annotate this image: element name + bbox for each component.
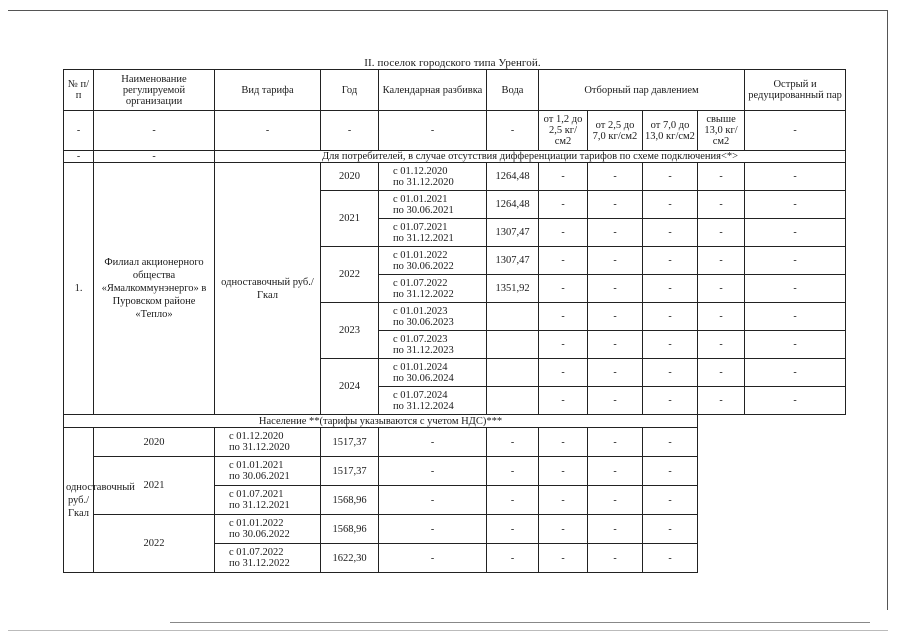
period-cell (379, 303, 487, 331)
dash-cell: - (643, 428, 698, 457)
header-steam: Отборный пар давлением (539, 70, 745, 111)
dash-cell: - (539, 191, 588, 219)
dash-cell: - (588, 331, 643, 359)
water-tariff: 1568,96 (321, 486, 379, 515)
period-from: с 01.07.2022 (393, 277, 448, 289)
period-to: по 30.06.2023 (393, 316, 454, 328)
dash-cell: - (487, 515, 539, 544)
period-cell (215, 544, 321, 573)
period-to: по 31.12.2022 (393, 288, 454, 300)
dash-cell: - (487, 111, 539, 151)
group-consumers (64, 163, 846, 415)
period-from: с 01.07.2021 (393, 221, 448, 233)
dash-cell: - (745, 331, 846, 359)
dash-cell: - (745, 163, 846, 191)
dash-cell: - (588, 544, 643, 573)
organization-name: Филиал акционерного общества «Ямалкоммунэнерго» в Пуровском районе «Тепло» (94, 163, 215, 415)
dash-cell: - (698, 163, 745, 191)
period-cell (379, 247, 487, 275)
dash-cell: - (539, 219, 588, 247)
period-cell (215, 428, 321, 457)
dash-cell: - (487, 428, 539, 457)
period-from: с 01.12.2020 (393, 165, 448, 177)
page-top-border (8, 10, 888, 11)
dash-cell: - (487, 544, 539, 573)
dash-cell: - (698, 359, 745, 387)
dash-cell: - (643, 331, 698, 359)
dash-cell: - (379, 457, 487, 486)
dash-cell: - (539, 359, 588, 387)
dash-cell: - (321, 111, 379, 151)
period-cell (379, 359, 487, 387)
period-to: по 30.06.2021 (393, 204, 454, 216)
period-to: по 31.12.2023 (393, 344, 454, 356)
period-to: по 31.12.2021 (229, 500, 290, 511)
water-tariff: 1307,47 (487, 219, 539, 247)
water-tariff: 1351,92 (487, 275, 539, 303)
period-from: с 01.01.2022 (229, 518, 284, 529)
dash-cell: - (379, 486, 487, 515)
water-tariff: 1517,37 (321, 428, 379, 457)
page-bottom-line-2 (8, 630, 888, 631)
section-label-population: Население **(тарифы указываются с учетом НДС)*** (64, 415, 698, 428)
period-to: по 30.06.2021 (229, 471, 290, 482)
dash-cell: - (588, 515, 643, 544)
header-water: Вода (487, 70, 539, 111)
dash-cell: - (539, 163, 588, 191)
section-row-2 (64, 415, 846, 428)
tariff-table (63, 69, 846, 573)
dash-cell: - (643, 163, 698, 191)
dash-cell: - (745, 275, 846, 303)
dash-cell: - (588, 359, 643, 387)
period-cell (379, 387, 487, 415)
dash-cell: - (94, 111, 215, 151)
water-tariff: 1264,48 (487, 191, 539, 219)
dash-cell: - (379, 111, 487, 151)
dash-cell: - (698, 275, 745, 303)
period-from: с 01.12.2020 (229, 431, 284, 442)
year-cell: 2020 (94, 428, 215, 457)
dash-cell: - (64, 151, 94, 163)
dash-cell: - (379, 544, 487, 573)
dash-cell: - (588, 303, 643, 331)
dash-cell: - (745, 303, 846, 331)
dash-cell: - (539, 303, 588, 331)
period-cell (379, 219, 487, 247)
period-to: по 30.06.2022 (393, 260, 454, 272)
period-to: по 31.12.2020 (229, 442, 290, 453)
period-from: с 01.01.2021 (393, 193, 448, 205)
dash-cell: - (745, 111, 846, 151)
tariff-type: одноставочный руб./Гкал (215, 163, 321, 415)
dash-cell: - (698, 387, 745, 415)
dash-cell: - (588, 275, 643, 303)
dash-cell: - (745, 387, 846, 415)
period-to: по 31.12.2020 (393, 176, 454, 188)
header-sharp-steam: Острый и редуцированный пар (745, 70, 846, 111)
year-cell: 2021 (321, 191, 379, 247)
dash-cell: - (379, 515, 487, 544)
dash-cell: - (643, 219, 698, 247)
dash-cell: - (487, 486, 539, 515)
year-cell: 2021 (94, 457, 215, 515)
period-to: по 31.12.2022 (229, 558, 290, 569)
dash-cell: - (539, 275, 588, 303)
water-tariff: 1568,96 (321, 515, 379, 544)
tariff-row (64, 515, 846, 544)
tariff-type: одноставочный руб./Гкал (64, 428, 94, 573)
period-to: по 31.12.2021 (393, 232, 454, 244)
page-right-border (887, 10, 888, 610)
dash-cell: - (539, 247, 588, 275)
period-from: с 01.01.2024 (393, 361, 448, 373)
dash-cell: - (698, 191, 745, 219)
dash-cell: - (745, 219, 846, 247)
dash-cell: - (539, 457, 588, 486)
period-to: по 30.06.2022 (229, 529, 290, 540)
period-cell (379, 163, 487, 191)
period-cell (215, 457, 321, 486)
dash-cell: - (745, 359, 846, 387)
dash-cell: - (643, 544, 698, 573)
period-cell (215, 515, 321, 544)
header-pressure-2: от 2,5 до 7,0 кг/см2 (588, 111, 643, 151)
header-row-1 (64, 70, 846, 111)
dash-cell: - (588, 457, 643, 486)
header-tariff-type: Вид тарифа (215, 70, 321, 111)
period-from: с 01.01.2021 (229, 460, 284, 471)
section-title: II. поселок городского типа Уренгой. (364, 57, 541, 69)
dash-cell: - (588, 219, 643, 247)
period-to: по 30.06.2024 (393, 372, 454, 384)
water-tariff (487, 387, 539, 415)
period-cell (379, 331, 487, 359)
water-tariff: 1622,30 (321, 544, 379, 573)
tariff-row (64, 428, 846, 457)
dash-cell: - (588, 486, 643, 515)
dash-cell: - (539, 331, 588, 359)
water-tariff: 1307,47 (487, 247, 539, 275)
dash-cell: - (379, 428, 487, 457)
dash-cell: - (487, 457, 539, 486)
header-pressure-3: от 7,0 до 13,0 кг/см2 (643, 111, 698, 151)
year-cell: 2020 (321, 163, 379, 191)
water-tariff (487, 303, 539, 331)
dash-cell: - (643, 457, 698, 486)
period-from: с 01.07.2022 (229, 547, 284, 558)
dash-cell: - (643, 191, 698, 219)
dash-cell: - (643, 247, 698, 275)
header-pressure-4: свыше 13,0 кг/см2 (698, 111, 745, 151)
dash-cell: - (643, 303, 698, 331)
dash-cell: - (588, 163, 643, 191)
year-cell: 2024 (321, 359, 379, 415)
dash-cell: - (643, 387, 698, 415)
dash-cell: - (698, 247, 745, 275)
dash-cell: - (643, 275, 698, 303)
dash-cell: - (698, 219, 745, 247)
dash-cell: - (539, 515, 588, 544)
period-cell (215, 486, 321, 515)
dash-cell: - (588, 247, 643, 275)
period-from: с 01.07.2024 (393, 389, 448, 401)
header-num: № п/п (64, 70, 94, 111)
dash-cell: - (643, 486, 698, 515)
tariff-row (64, 163, 846, 191)
dash-cell: - (215, 111, 321, 151)
section-row-1 (64, 151, 846, 163)
header-pressure-1: от 1,2 до 2,5 кг/см2 (539, 111, 588, 151)
water-tariff (487, 359, 539, 387)
dash-cell: - (643, 515, 698, 544)
dash-cell: - (745, 191, 846, 219)
dash-cell: - (539, 387, 588, 415)
tariff-row (64, 457, 846, 486)
period-from: с 01.01.2023 (393, 305, 448, 317)
dash-cell: - (588, 387, 643, 415)
header-org: Наименование регулируемой организации (94, 70, 215, 111)
dash-cell: - (539, 428, 588, 457)
dash-cell: - (588, 428, 643, 457)
header-calendar: Календарная разбивка (379, 70, 487, 111)
page-bottom-line (170, 622, 870, 623)
section-label-consumers: Для потребителей, в случае отсутствия дифференциации тарифов по схеме подключения<*> (215, 151, 846, 163)
period-from: с 01.01.2022 (393, 249, 448, 261)
year-cell: 2023 (321, 303, 379, 359)
dash-cell: - (539, 544, 588, 573)
dash-cell: - (643, 359, 698, 387)
year-cell: 2022 (94, 515, 215, 573)
dash-cell: - (698, 331, 745, 359)
period-from: с 01.07.2021 (229, 489, 284, 500)
header-row-2 (64, 111, 846, 151)
dash-cell: - (698, 303, 745, 331)
period-from: с 01.07.2023 (393, 333, 448, 345)
dash-cell: - (539, 486, 588, 515)
dash-cell: - (64, 111, 94, 151)
water-tariff: 1517,37 (321, 457, 379, 486)
period-cell (379, 191, 487, 219)
period-cell (379, 275, 487, 303)
period-to: по 31.12.2024 (393, 400, 454, 412)
year-cell: 2022 (321, 247, 379, 303)
item-number: 1. (64, 163, 94, 415)
group-population (64, 428, 846, 573)
header-year: Год (321, 70, 379, 111)
dash-cell: - (94, 151, 215, 163)
dash-cell: - (745, 247, 846, 275)
water-tariff: 1264,48 (487, 163, 539, 191)
water-tariff (487, 331, 539, 359)
dash-cell: - (588, 191, 643, 219)
